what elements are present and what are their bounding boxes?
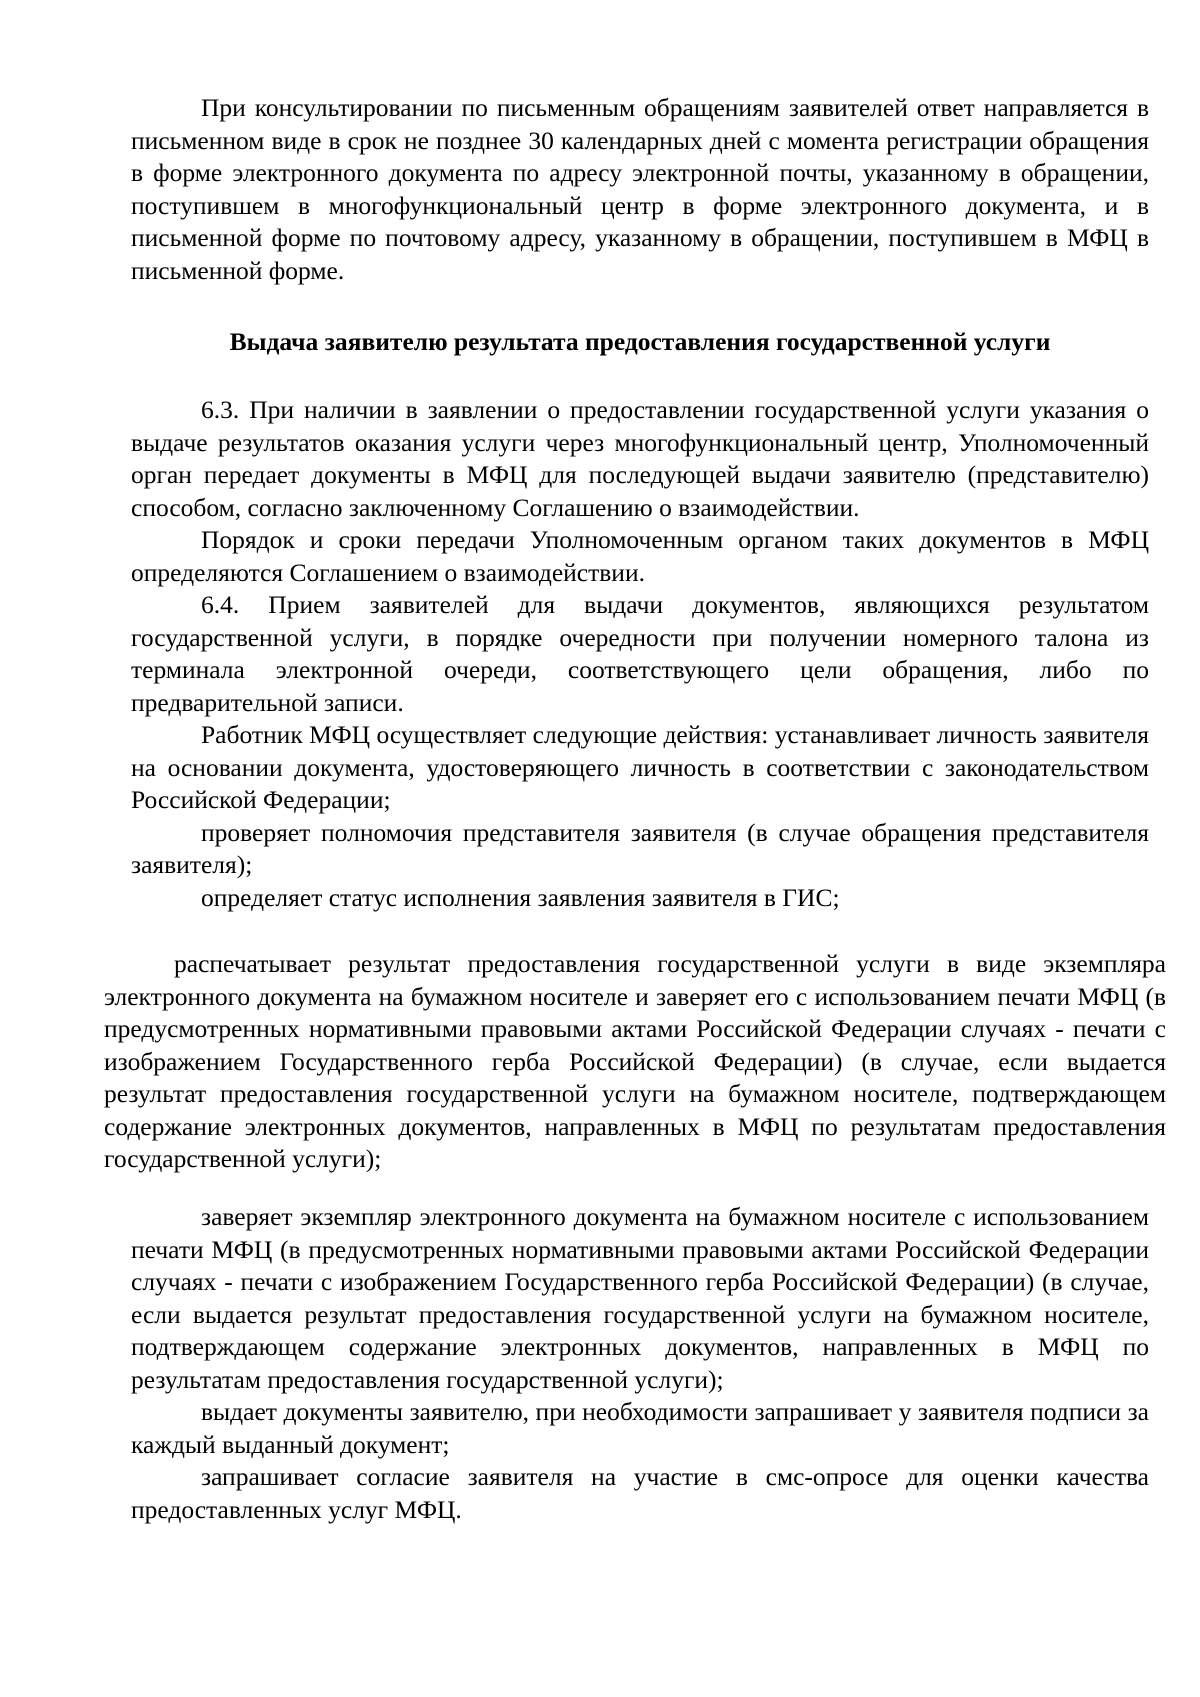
paragraph-certify-copy: заверяет экземпляр электронного документа на бумажном носителе с использованием печати МФЦ (в предусмотренных нормативными правовыми актами Российской Федерации случаях - печати с изображением Государственного герба Российской Федерации) (в случае, если выдается результат предоставления государственной услуги на бумажном носителе, подтверждающем содержание электронных документов, направленных в МФЦ по результатам предоставления государственной услуги); bbox=[131, 1202, 1149, 1394]
paragraph-gis-status: определяет статус исполнения заявления заявителя в ГИС; bbox=[201, 882, 840, 912]
issuance-section bbox=[131, 394, 1149, 914]
final-section bbox=[131, 1201, 1149, 1526]
intro-section bbox=[131, 92, 1149, 287]
section-heading: Выдача заявителю результата предоставления государственной услуги bbox=[229, 327, 1051, 356]
paragraph-issue-documents: выдает документы заявителю, при необходимости запрашивает у заявителя подписи за каждый выданный документ; bbox=[131, 1397, 1149, 1459]
paragraph-sms-survey: запрашивает согласие заявителя на участие в смс-опросе для оценки качества предоставленных услуг МФЦ. bbox=[131, 1462, 1149, 1524]
print-result-section bbox=[104, 948, 1166, 1176]
paragraph-transfer-procedure: Порядок и сроки передачи Уполномоченным органом таких документов в МФЦ определяются Соглашением о взаимодействии. bbox=[131, 525, 1149, 587]
paragraph-consultation: При консультировании по письменным обращениям заявителей ответ направляется в письменном виде в срок не позднее 30 календарных дней с момента регистрации обращения в форме электронного документа по адресу электронной почты, указанному в обращении, поступившем в многофункциональный центр в форме электронного документа, и в письменной форме по почтовому адресу, указанному в обращении, поступившем в МФЦ в письменной форме. bbox=[131, 93, 1149, 285]
paragraph-6-4: 6.4. Прием заявителей для выдачи документов, являющихся результатом государственной услуги, в порядке очередности при получении номерного талона из терминала электронной очереди, соответствующего цели обращения, либо по предварительной записи. bbox=[131, 590, 1149, 717]
paragraph-print-result: распечатывает результат предоставления государственной услуги в виде экземпляра электронного документа на бумажном носителе и заверяет его с использованием печати МФЦ (в предусмотренных нормативными правовыми актами Российской Федерации случаях - печати с изображением Государственного герба Российской Федерации) (в случае, если выдается результат предоставления государственной услуги на бумажном носителе, подтверждающем содержание электронных документов, направленных в МФЦ по результатам предоставления государственной услуги); bbox=[104, 949, 1166, 1173]
paragraph-mfc-actions: Работник МФЦ осуществляет следующие действия: устанавливает личность заявителя на основании документа, удостоверяющего личность в соответствии с законодательством Российской Федерации; bbox=[131, 720, 1149, 814]
paragraph-check-authority: проверяет полномочия представителя заявителя (в случае обращения представителя заявителя); bbox=[131, 817, 1149, 879]
paragraph-6-3: 6.3. При наличии в заявлении о предоставлении государственной услуги указания о выдаче результатов оказания услуги через многофункциональный центр, Уполномоченный орган передает документы в МФЦ для последующей выдачи заявителю (представителю) способом, согласно заключенному Соглашению о взаимодействии. bbox=[131, 395, 1149, 522]
